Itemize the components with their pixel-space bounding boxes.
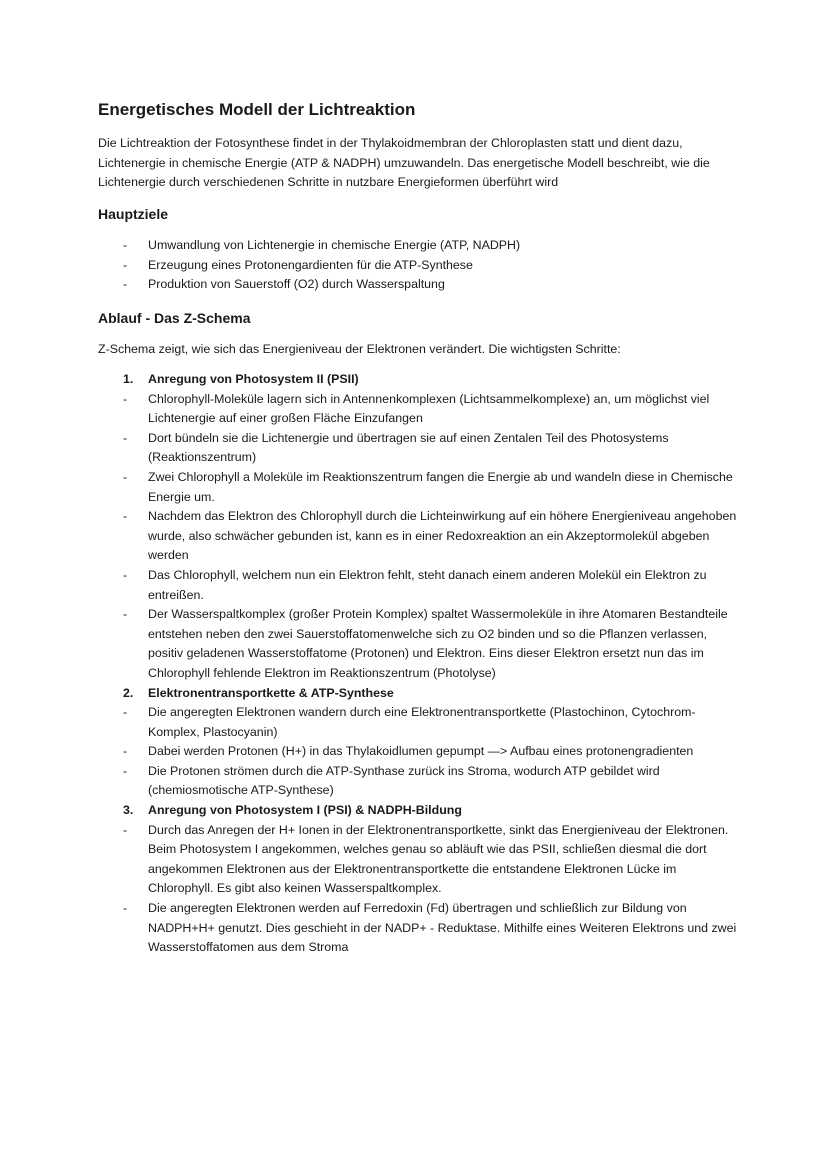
bullet-dash: - xyxy=(123,763,128,778)
list-item-text: Nachdem das Elektron des Chlorophyll durch die Lichteinwirkung auf ein höhere Energieniveau angehoben wurde, also schwächer gebunden ist, kann es in einer Redoxreaktion an ein Akzeptormolekül abgeben werden xyxy=(148,509,737,563)
bullet-dash: - xyxy=(123,391,128,406)
list-item xyxy=(98,703,738,742)
bullet-dash: - xyxy=(123,238,128,252)
ablauf-intro: Z-Schema zeigt, wie sich das Energieniveau der Elektronen verändert. Die wichtigsten Schritte: xyxy=(98,342,621,356)
steps-list xyxy=(98,370,738,958)
list-item-text: Die angeregten Elektronen wandern durch eine Elektronentransportkette (Plastochinon, Cytochrom-Komplex, Plastocyanin) xyxy=(148,705,696,739)
heading-ablauf: Ablauf - Das Z-Schema xyxy=(98,310,251,326)
step-number: 3. xyxy=(123,803,134,818)
bullet-dash: - xyxy=(123,567,128,582)
step-title xyxy=(98,684,738,704)
bullet-dash: - xyxy=(123,705,128,720)
list-item-text: Das Chlorophyll, welchem nun ein Elektron fehlt, steht danach einem anderen Molekül ein Elektron zu entreißen. xyxy=(148,567,707,602)
page-title: Energetisches Modell der Lichtreaktion xyxy=(98,100,416,119)
list-item xyxy=(98,429,738,468)
list-item-text: Umwandlung von Lichtenergie in chemische Energie (ATP, NADPH) xyxy=(148,238,521,252)
step-title-text: Anregung von Photosystem II (PSII) xyxy=(148,372,359,386)
bullet-dash: - xyxy=(123,744,128,759)
list-item xyxy=(98,899,738,958)
list-item xyxy=(98,566,738,605)
list-item xyxy=(98,742,738,762)
list-item xyxy=(98,507,738,566)
list-item xyxy=(98,468,738,507)
list-item xyxy=(98,236,738,256)
list-item-text: Durch das Anregen der H+ Ionen in der Elektronentransportkette, sinkt das Energieniveau der Elektronen. Beim Photosystem I angekommen, welches genau so abläuft wie das PSII, schließen diesmal die dort angekommen Elektronen aus der Elektronentransportkette die entstandene Elektronen Lücke im Chlorophyll. Es gibt also keinen Wasserspaltkomplex. xyxy=(148,822,729,896)
intro-paragraph: Die Lichtreaktion der Fotosynthese findet in der Thylakoidmembran der Chloroplasten statt und dient dazu, Lichtenergie in chemische Energie (ATP & NADPH) umzuwandeln. Das energetische Modell beschreibt, wie die Lichtenergie durch verschiedenen Schritte in nutzbare Energieformen überführt wird xyxy=(98,136,710,190)
list-item xyxy=(98,275,738,295)
step-title-text: Elektronentransportkette & ATP-Synthese xyxy=(148,685,394,700)
list-item-text: Chlorophyll-Moleküle lagern sich in Antennenkomplexen (Lichtsammelkomplexe) an, um möglichst viel Lichtenergie auf einer großen Fläche Einzufangen xyxy=(148,391,710,426)
list-item xyxy=(98,256,738,276)
step-title xyxy=(98,370,738,390)
bullet-dash: - xyxy=(123,430,128,445)
list-item-text: Der Wasserspaltkomplex (großer Protein Komplex) spaltet Wassermoleküle in ihre Atomaren Bestandteile entstehen neben den zwei Sauerstoffatomenwelche sich zu O2 binden und so die Pflanzen verlassen, positiv geladenen Wasserstoffatome (Protonen) und Elektron. Eins dieser Elektron ersetzt nun das im Chlorophyll fehlende Elektron im Reaktionszentrum (Photolyse) xyxy=(148,607,728,680)
bullet-dash: - xyxy=(123,901,128,916)
list-item xyxy=(98,390,738,429)
list-item xyxy=(98,821,738,899)
bullet-dash: - xyxy=(123,509,128,524)
bullet-dash: - xyxy=(123,277,128,292)
list-item xyxy=(98,762,738,801)
list-item-text: Produktion von Sauerstoff (O2) durch Wasserspaltung xyxy=(148,277,445,292)
list-item-text: Dort bündeln sie die Lichtenergie und übertragen sie auf einen Zentalen Teil des Photosystems (Reaktionszentrum) xyxy=(148,430,669,465)
list-item-text: Die angeregten Elektronen werden auf Ferredoxin (Fd) übertragen und schließlich zur Bildung von NADPH+H+ genutzt. Dies geschieht in der NADP+ - Reduktase. Mithilfe eines Weiteren Elektrons und zwei Wasserstoffatomen aus dem Stroma xyxy=(148,901,737,955)
step-title-text: Anregung von Photosystem I (PSI) & NADPH-Bildung xyxy=(148,803,462,818)
bullet-dash: - xyxy=(123,607,128,622)
list-item-text: Zwei Chlorophyll a Moleküle im Reaktionszentrum fangen die Energie ab und wandeln diese in Chemische Energie um. xyxy=(148,469,733,504)
list-item-text: Die Protonen strömen durch die ATP-Synthase zurück ins Stroma, wodurch ATP gebildet wird (chemiosmotische ATP-Synthese) xyxy=(148,763,660,798)
list-item-text: Erzeugung eines Protonengardienten für die ATP-Synthese xyxy=(148,257,473,272)
heading-hauptziele: Hauptziele xyxy=(98,206,169,222)
list-item-text: Dabei werden Protonen (H+) in das Thylakoidlumen gepumpt —> Aufbau eines protonengradienten xyxy=(148,744,694,759)
bullet-dash: - xyxy=(123,469,128,484)
step-number: 1. xyxy=(123,372,134,386)
hauptziele-list xyxy=(98,236,738,295)
step-title xyxy=(98,801,738,821)
bullet-dash: - xyxy=(123,822,128,837)
list-item xyxy=(98,605,738,683)
bullet-dash: - xyxy=(123,257,128,272)
step-number: 2. xyxy=(123,685,134,700)
